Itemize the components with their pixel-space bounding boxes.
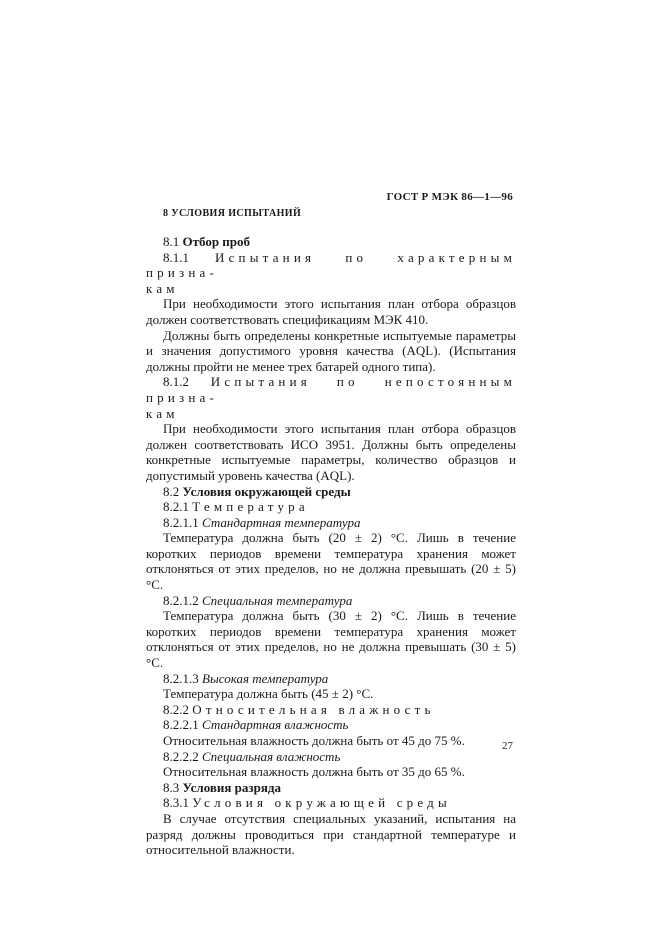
heading-number: 8.2.2	[163, 701, 189, 717]
paragraph: При необходимости этого испытания план отбора образцов должен соответствовать спецификациям МЭК 410.	[146, 296, 516, 327]
heading-text: Стандартная влажность	[202, 717, 349, 733]
heading-8-2-1-1	[146, 515, 516, 531]
paragraph: В случае отсутствия специальных указаний, испытания на разряд должны проводиться при стандартной температуре и относительной влажности.	[146, 810, 516, 858]
heading-number: 8.2.1.3	[163, 670, 199, 686]
heading-number: 8.3.1	[163, 795, 189, 811]
paragraph: Должны быть определены конкретные испытуемые параметры и значения допустимого уровня качества (AQL). (Испытания должны пройти не менее трех батарей одного типа).	[146, 327, 516, 374]
heading-text: Условия окружающей среды	[192, 795, 451, 811]
heading-number: 8.1.2	[163, 374, 189, 390]
heading-number: 8.2.1	[163, 499, 189, 515]
heading-text: Испытания по непостоянным призна-	[146, 374, 516, 405]
heading-number: 8.2.2.1	[163, 717, 199, 733]
heading-number: 8.2	[163, 483, 180, 499]
heading-text: Условия разряда	[182, 779, 281, 795]
heading-number: 8.2.1.2	[163, 592, 199, 608]
heading-8-2-1	[146, 499, 516, 515]
heading-8-3-1	[146, 795, 516, 811]
heading-number: 8.2.1.1	[163, 514, 199, 530]
heading-text: Отбор проб	[182, 234, 251, 249]
heading-number: 8.2.2.2	[163, 748, 199, 764]
paragraph: Относительная влажность должна быть от 35 до 65 %.	[163, 764, 465, 780]
paragraph: Температура должна быть (30 ± 2) °С. Лишь в течение коротких периодов времени температура хранения может отклоняться от этих пределов, но не должна превышать (30 ± 5) °С.	[146, 608, 516, 671]
heading-text: Специальная влажность	[202, 748, 341, 764]
standard-header: ГОСТ Р МЭК 86—1—96	[386, 191, 513, 203]
heading-8-1-1	[146, 250, 516, 281]
heading-8-2-2	[146, 702, 516, 718]
heading-8-3	[146, 780, 516, 796]
heading-text: Испытания по характерным призна-	[146, 249, 516, 281]
section-title: 8 УСЛОВИЯ ИСПЫТАНИЙ	[163, 208, 302, 219]
heading-8-2	[146, 484, 516, 500]
page-number: 27	[502, 740, 513, 752]
paragraph: Температура должна быть (20 ± 2) °С. Лишь в течение коротких периодов времени температура хранения может отклоняться от этих пределов, но не должна превышать (20 ± 5) °С.	[146, 530, 516, 593]
heading-8-1-1-cont: кам	[146, 280, 179, 296]
heading-8-2-2-2	[146, 749, 516, 765]
paragraph: При необходимости этого испытания план отбора образцов должен соответствовать ИСО 3951. Должны быть определены конкретные испытуемые параметры, количество образцов и допустимый уровень качества (AQL).	[146, 421, 516, 483]
heading-8-1-2	[146, 374, 516, 405]
heading-8-1	[146, 234, 516, 250]
heading-8-2-1-2	[146, 593, 516, 609]
heading-text: Относительная влажность	[192, 701, 435, 717]
heading-text: Температура	[192, 499, 309, 515]
heading-8-1-2-cont: кам	[146, 405, 179, 421]
heading-number: 8.3	[163, 779, 180, 795]
paragraph: Температура должна быть (45 ± 2) °С.	[163, 686, 374, 702]
heading-number: 8.1.1	[163, 249, 189, 265]
heading-text: Специальная температура	[202, 592, 353, 608]
heading-8-2-2-1	[146, 717, 516, 733]
heading-text: Условия окружающей среды	[182, 483, 351, 499]
page-content	[146, 207, 516, 858]
heading-text: Высокая температура	[202, 670, 329, 686]
paragraph: Относительная влажность должна быть от 45 до 75 %.	[163, 733, 465, 748]
heading-text: Стандартная температура	[202, 514, 361, 530]
heading-number: 8.1	[163, 234, 180, 249]
heading-8-2-1-3	[146, 671, 516, 687]
